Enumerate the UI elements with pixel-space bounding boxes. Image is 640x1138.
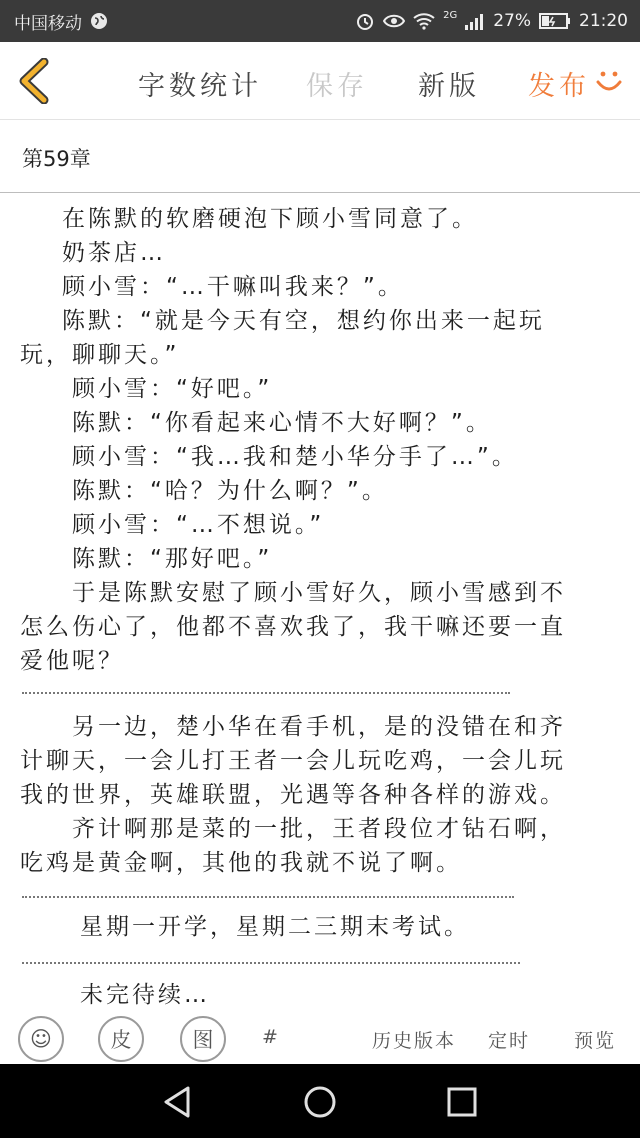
editor-body[interactable] bbox=[0, 196, 640, 1012]
eye-icon bbox=[383, 13, 405, 29]
text-line: 我的世界，英雄联盟，光遇等各种各样的游戏。 bbox=[20, 782, 566, 808]
recents-square-icon[interactable] bbox=[444, 1084, 480, 1120]
image-button[interactable] bbox=[180, 1016, 226, 1062]
text-line: 在陈默的软磨硬泡下顾小雪同意了。 bbox=[62, 206, 478, 232]
preview-button[interactable]: 预览 bbox=[574, 1030, 617, 1052]
text-line: 陈默：“就是今天有空，想约你出来一起玩 bbox=[62, 308, 545, 334]
skin-label: 皮 bbox=[110, 1028, 132, 1052]
editor-toolbar bbox=[0, 1012, 640, 1064]
globe-icon bbox=[90, 12, 108, 30]
home-circle-icon[interactable] bbox=[302, 1084, 338, 1120]
back-button[interactable] bbox=[14, 58, 54, 104]
system-nav-bar bbox=[0, 1064, 640, 1138]
battery-icon bbox=[539, 13, 571, 29]
text-line: 齐计啊那是菜的一批，王者段位才钻石啊， bbox=[72, 816, 566, 842]
text-line: 顾小雪：“我…我和楚小华分手了…”。 bbox=[72, 444, 518, 470]
word-count-button[interactable]: 字数统计 bbox=[138, 71, 262, 102]
chevron-left-icon bbox=[14, 58, 54, 104]
text-line: 星期一开学，星期二三期末考试。 bbox=[80, 914, 470, 940]
emoji-button[interactable] bbox=[18, 1016, 64, 1062]
signal-icon bbox=[465, 12, 485, 30]
text-line: 吃鸡是黄金啊，其他的我就不说了啊。 bbox=[20, 850, 462, 876]
carrier-label: 中国移动 bbox=[14, 13, 82, 34]
clock-time: 21:20 bbox=[579, 11, 628, 31]
divider-dotted bbox=[22, 896, 514, 898]
save-button[interactable]: 保存 bbox=[306, 71, 368, 102]
publish-button[interactable]: 发布 bbox=[528, 71, 590, 102]
new-version-button[interactable]: 新版 bbox=[418, 71, 480, 102]
text-line: 顾小雪：“好吧。” bbox=[72, 376, 273, 402]
image-label: 图 bbox=[192, 1028, 214, 1052]
smile-icon[interactable] bbox=[594, 66, 624, 96]
divider-dotted bbox=[22, 962, 520, 964]
back-triangle-icon[interactable] bbox=[160, 1084, 196, 1120]
history-button[interactable]: 历史版本 bbox=[372, 1030, 457, 1052]
wifi-icon bbox=[413, 12, 435, 30]
text-line: 陈默：“哈？为什么啊？”。 bbox=[72, 478, 388, 504]
text-line: 奶茶店… bbox=[62, 240, 166, 266]
text-line: 另一边，楚小华在看手机，是的没错在和齐 bbox=[72, 714, 566, 740]
text-line: 玩，聊聊天。” bbox=[20, 342, 180, 368]
status-bar bbox=[0, 0, 640, 42]
chapter-title[interactable] bbox=[0, 121, 640, 193]
divider-dotted bbox=[22, 692, 510, 694]
emoji-icon: ☺ bbox=[30, 1027, 52, 1051]
battery-percent: 27% bbox=[493, 11, 531, 31]
text-line: 顾小雪：“…不想说。” bbox=[72, 512, 325, 538]
skin-button[interactable] bbox=[98, 1016, 144, 1062]
top-nav bbox=[0, 42, 640, 120]
text-line: 未完待续… bbox=[80, 982, 210, 1008]
text-line: 计聊天，一会儿打王者一会儿玩吃鸡，一会儿玩 bbox=[20, 748, 566, 774]
network-type-label: 2G bbox=[443, 10, 458, 21]
alarm-icon bbox=[355, 11, 375, 31]
hashtag-button[interactable]: # bbox=[262, 1026, 280, 1048]
text-line: 陈默：“那好吧。” bbox=[72, 546, 273, 572]
text-line: 爱他呢？ bbox=[20, 648, 124, 674]
text-line: 陈默：“你看起来心情不大好啊？”。 bbox=[72, 410, 492, 436]
text-line: 顾小雪：“…干嘛叫我来？”。 bbox=[62, 274, 404, 300]
text-line: 怎么伤心了，他都不喜欢我了，我干嘛还要一直 bbox=[20, 614, 566, 640]
chapter-title-text: 第59章 bbox=[22, 147, 91, 171]
text-line: 于是陈默安慰了顾小雪好久，顾小雪感到不 bbox=[72, 580, 566, 606]
timer-button[interactable]: 定时 bbox=[488, 1030, 531, 1052]
